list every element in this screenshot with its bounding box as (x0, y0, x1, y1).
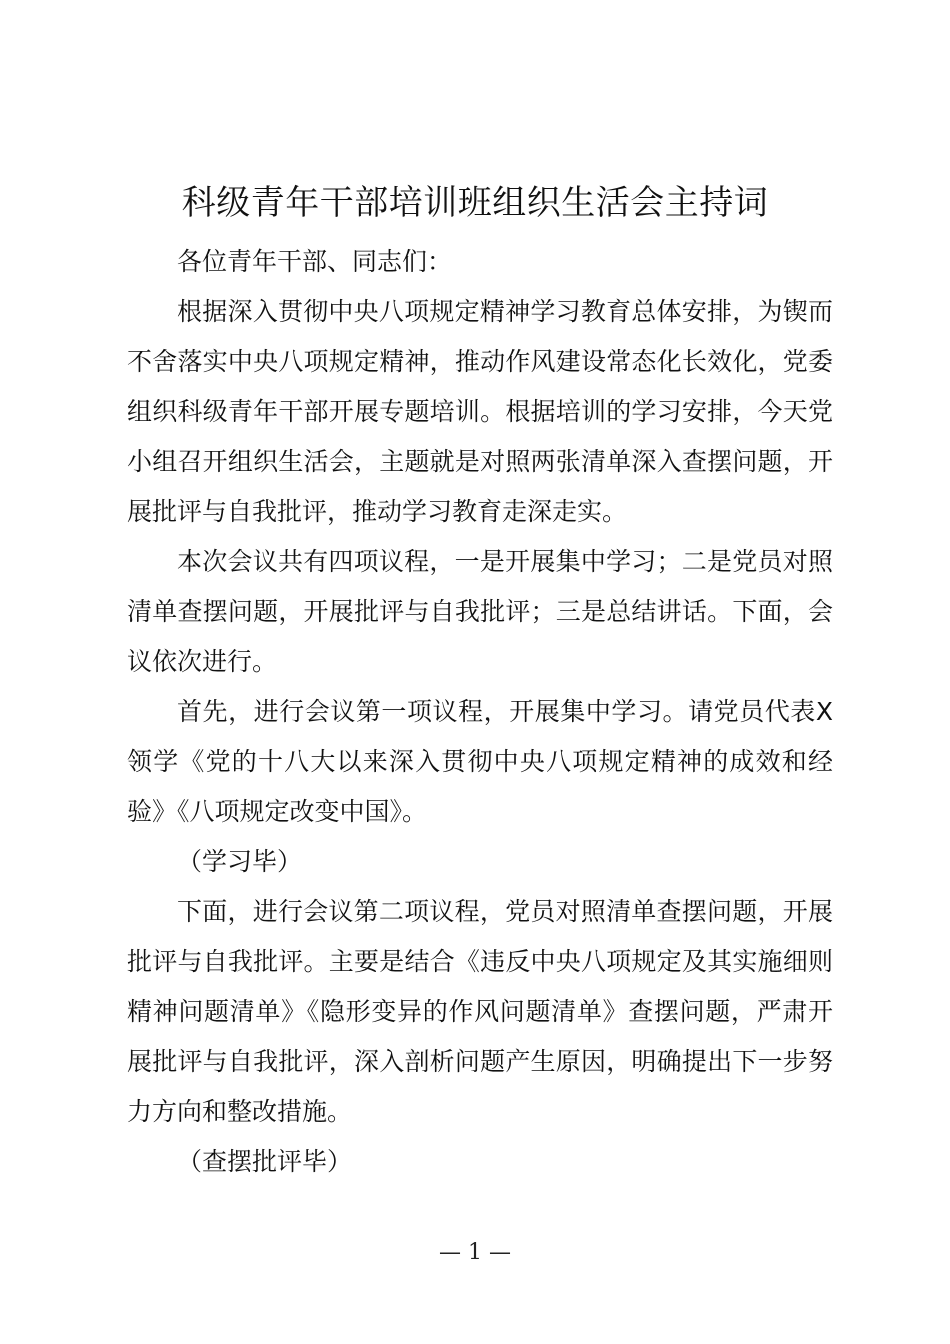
page-number: — 1 — (439, 1240, 511, 1265)
salutation-paragraph: 各位青年干部、同志们： (177, 247, 453, 276)
criticism-end-note: （查摆批评毕） (177, 1147, 353, 1176)
first-item-paragraph: 首先，进行会议第一项议程，开展集中学习。请党员代表X领学《党的十八大以来深入贯彻中央八项规定精神的成效和经验》《八项规定改变中国》。 (127, 697, 833, 826)
second-item-paragraph: 下面，进行会议第二项议程，党员对照清单查摆问题，开展批评与自我批评。主要是结合《违反中央八项规定及其实施细则精神问题清单》《隐形变异的作风问题清单》查摆问题，严肃开展批评与自我批评，深入剖析问题产生原因，明确提出下一步努力方向和整改措施。 (127, 897, 833, 1126)
document-title: 科级青年干部培训班组织生活会主持词 (181, 183, 769, 223)
document-body (127, 237, 833, 1187)
study-end-note: （学习毕） (177, 847, 303, 876)
background-paragraph: 根据深入贯彻中央八项规定精神学习教育总体安排，为锲而不舍落实中央八项规定精神，推动作风建设常态化长效化，党委组织科级青年干部开展专题培训。根据培训的学习安排，今天党小组召开组织生活会，主题就是对照两张清单深入查摆问题，开展批评与自我批评，推动学习教育走深走实。 (127, 297, 833, 526)
agenda-paragraph: 本次会议共有四项议程，一是开展集中学习；二是党员对照清单查摆问题，开展批评与自我批评；三是总结讲话。下面，会议依次进行。 (127, 547, 833, 676)
